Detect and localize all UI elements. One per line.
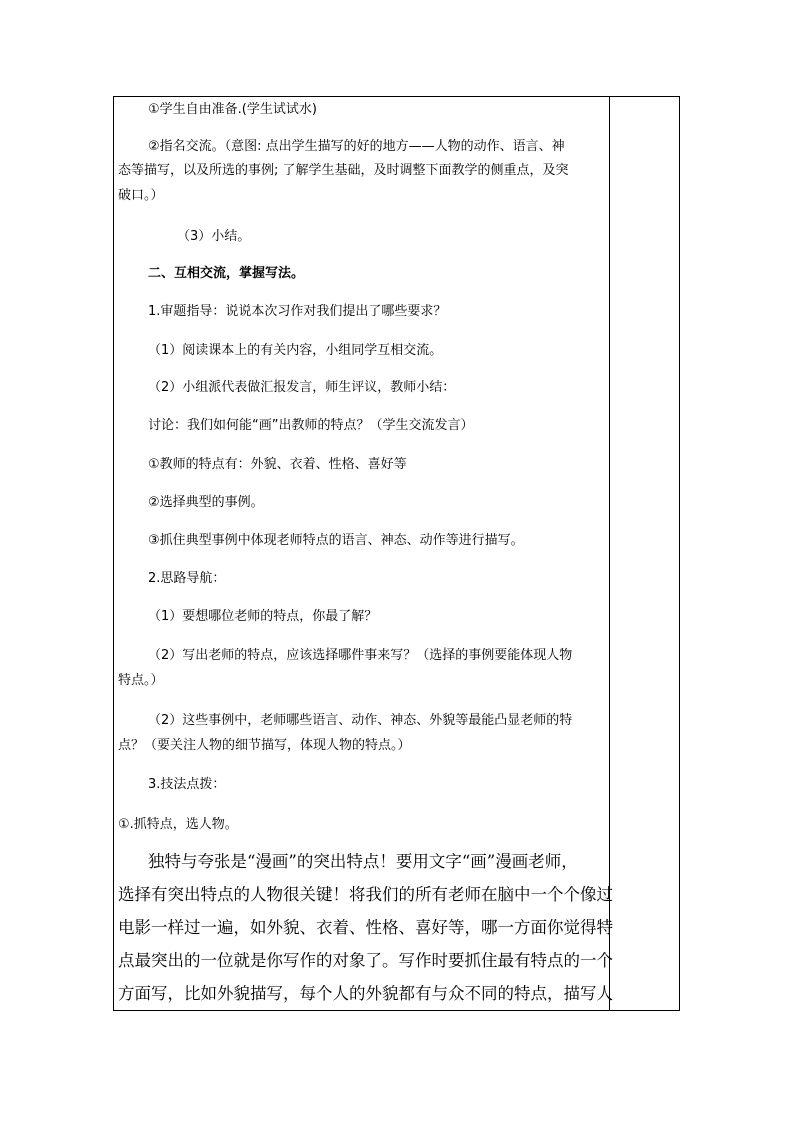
text-line: ③抓住典型事例中体现老师特点的语言、神态、动作等进行描写。: [148, 533, 524, 548]
text-line: （2）写出老师的特点，应该选择哪件事来写？（选择的事例要能体现人物: [148, 648, 573, 663]
text-line: （2）这些事例中，老师哪些语言、动作、神态、外貌等最能凸显老师的特: [148, 713, 573, 728]
text-line: 讨论：我们如何能“画”出教师的特点？（学生交流发言）: [148, 418, 474, 433]
section-heading: 二、互相交流，掌握写法。: [148, 266, 305, 281]
paragraph-line: 电影一样过一遍，如外貌、衣着、性格、喜好等，哪一方面你觉得特: [118, 918, 613, 937]
text-line: 破口。）: [118, 188, 164, 203]
text-line: （1）阅读课本上的有关内容，小组同学互相交流。: [148, 343, 443, 358]
text-line: 2.思路导航：: [148, 571, 226, 586]
table-column-divider: [609, 96, 610, 1011]
text-line: ①学生自由准备.(学生试试水): [148, 102, 317, 117]
text-line: （3）小结。: [177, 229, 251, 244]
text-line: 态等描写，以及所选的事例; 了解学生基础，及时调整下面教学的侧重点，及突: [118, 163, 569, 178]
text-line: （1）要想哪位老师的特点，你最了解？: [148, 609, 378, 624]
text-line: 1.审题指导：说说本次习作对我们提出了哪些要求？: [148, 304, 447, 319]
paragraph-line: 点最突出的一位就是你写作的对象了。写作时要抓住最有特点的一个: [118, 951, 613, 970]
text-line: （2）小组派代表做汇报发言，师生评议，教师小结：: [148, 380, 456, 395]
text-line: 特点。）: [118, 673, 164, 688]
text-line: ①.抓特点，选人物。: [118, 817, 238, 832]
text-line: ②选择典型的事例。: [148, 495, 264, 510]
text-line: ①教师的特点有：外貌、衣着、性格、喜好等: [148, 457, 407, 472]
text-line: ②指名交流。（意图: 点出学生描写的好的地方——人物的动作、语言、神: [148, 139, 565, 154]
text-line: 3.技法点拨：: [148, 777, 226, 792]
paragraph-line: 独特与夸张是“漫画”的突出特点！要用文字“画”漫画老师，: [148, 852, 578, 871]
paragraph-line: 选择有突出特点的人物很关键！将我们的所有老师在脑中一个个像过: [118, 885, 613, 904]
text-line: 点？（要关注人物的细节描写，体现人物的特点。）: [118, 738, 411, 753]
paragraph-line: 方面写，比如外貌描写，每个人的外貌都有与众不同的特点，描写人: [118, 984, 613, 1003]
